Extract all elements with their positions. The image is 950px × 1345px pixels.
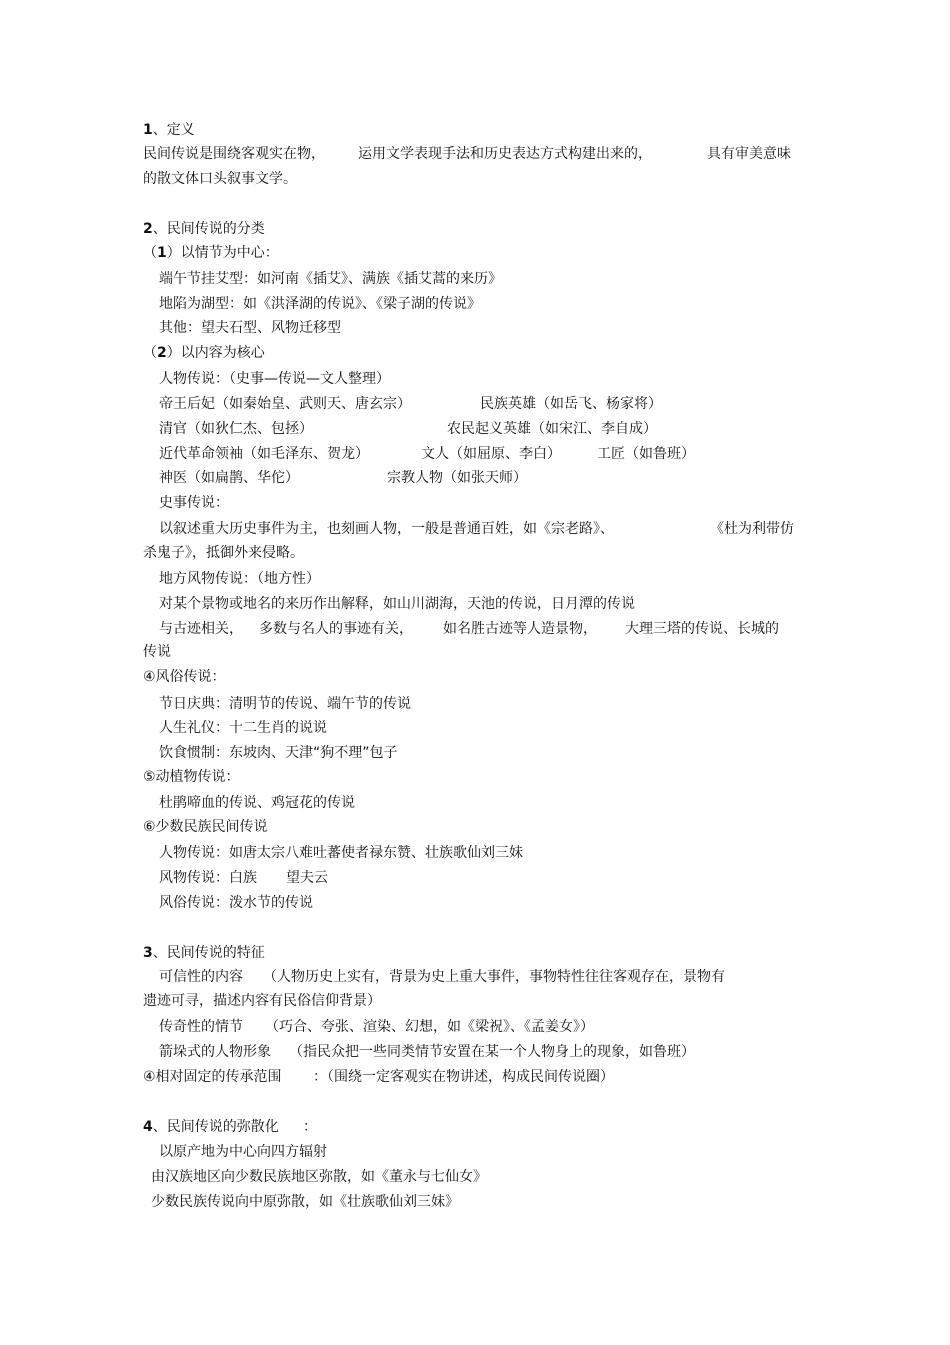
section-number: 1 [143,122,153,138]
subheading: ⑤动植物传说： [143,769,240,785]
list-item: 清官（如狄仁杰、包拯） [159,421,313,437]
paragraph-text: 运用文学表现手法和历史表达方式构建出来的， [358,146,652,162]
list-item: 近代革命领袖（如毛泽东、贺龙） [159,446,369,462]
sub-number: 2 [157,345,167,361]
list-item: 人物传说：（史事—传说—文人整理） [159,371,390,387]
list-item: 地陷为湖型：如《洪泽湖的传说》、《梁子湖的传说》 [159,296,481,312]
list-item: 民族英雄（如岳飞、杨家将） [480,396,662,412]
list-item: 由汉族地区向少数民族地区弥散，如《董永与七仙女》 [151,1169,487,1185]
sub-title: ）以情节为中心： [166,245,279,261]
paragraph-text: （人物历史上实有，背景为史上重大事件，事物特性往往客观存在，景物有 [263,969,725,985]
list-item: 其他：望夫石型、风物迁移型 [159,320,341,336]
list-item: 帝王后妃（如秦始皇、武则天、唐玄宗） [159,396,411,412]
paragraph-text: 传说 [143,644,171,660]
paragraph-text: ：（围绕一定客观实在物讲述，构成民间传说圈） [313,1069,614,1085]
section-title: 、民间传说的分类 [152,221,265,237]
paragraph-text: 的散文体口头叙事文学。 [143,171,297,187]
paragraph-text: 具有审美意味 [707,146,791,162]
list-item: 饮食惯制：东坡肉、天津“狗不理”包子 [159,745,398,761]
sub-title: ）以内容为核心 [166,345,265,361]
subheading: ⑥少数民族民间传说 [143,819,268,835]
feature-label: 箭垛式的人物形象 [159,1044,271,1060]
paragraph-text: 大理三塔的传说、长城的 [625,621,779,637]
list-item: 人生礼仪：十二生肖的说说 [159,720,327,736]
paragraph-text: 民间传说是围绕客观实在物， [143,146,325,162]
subheading: ④风俗传说： [143,669,226,685]
paragraph-text: 多数与名人的事迹有关， [259,621,413,637]
section-4-heading [143,1118,279,1136]
section-title: 、民间传说的弥散化 [152,1119,279,1135]
list-item: 人物传说：如唐太宗八难吐蕃使者禄东赞、壮族歌仙刘三妹 [159,845,523,861]
feature-label: 传奇性的情节 [159,1019,243,1035]
list-item: 少数民族传说向中原弥散，如《壮族歌仙刘三妹》 [151,1194,459,1210]
subheading [143,244,279,262]
section-title: 、定义 [152,122,195,138]
list-item: 以原产地为中心向四方辐射 [159,1144,327,1160]
paragraph-text: 如名胜古迹等人造景物， [443,621,597,637]
sub-number: 1 [157,245,167,261]
paragraph-text: 杀鬼子》，抵御外来侵略。 [143,545,304,561]
paren: （ [143,345,157,361]
section-number: 2 [143,221,153,237]
feature-label: ④相对固定的传承范围 [143,1069,282,1085]
section-1-heading [143,121,195,139]
paragraph-text: 与古迹相关， [159,621,243,637]
list-item: 节日庆典：清明节的传说、端午节的传说 [159,696,411,712]
list-item: 地方风物传说：（地方性） [159,571,320,587]
list-item: 工匠（如鲁班） [597,446,695,462]
list-item: 神医（如扁鹊、华佗） [159,470,299,486]
list-item: 杜鹃啼血的传说、鸡冠花的传说 [159,795,355,811]
list-item: 望夫云 [286,870,328,886]
list-item: 风物传说：白族 [159,870,257,886]
section-title: 、民间传说的特征 [152,945,265,961]
paragraph-text: 遗迹可寻，描述内容有民俗信仰背景） [143,993,381,1009]
subheading [143,344,265,362]
paragraph-text: 对某个景物或地名的来历作出解释，如山川湖海，天池的传说，日月潭的传说 [159,596,635,612]
section-3-heading [143,944,265,962]
list-item: 农民起义英雄（如宋江、李自成） [447,421,657,437]
list-item: 风俗传说：泼水节的传说 [159,895,313,911]
paragraph-text: （巧合、夸张、渲染、幻想，如《梁祝》、《孟姜女》） [265,1019,594,1035]
list-item: 宗教人物（如张天师） [387,470,527,486]
section-2-heading [143,220,265,238]
paragraph-text: （指民众把一些同类情节安置在某一个人物身上的现象，如鲁班） [289,1044,695,1060]
list-item: 端午节挂艾型：如河南《插艾》、满族《插艾蒿的来历》 [159,271,502,287]
paragraph-text: 《杜为利带仿 [710,521,794,537]
paragraph-text: 以叙述重大历史事件为主，也刻画人物，一般是普通百姓，如《宗老路》、 [159,521,614,537]
list-item: 史事传说： [159,495,229,511]
section-number: 3 [143,945,153,961]
list-item: 文人（如屈原、李白） [421,446,561,462]
section-number: 4 [143,1119,153,1135]
feature-label: 可信性的内容 [159,969,243,985]
heading-colon: ： [303,1119,317,1135]
paren: （ [143,245,157,261]
